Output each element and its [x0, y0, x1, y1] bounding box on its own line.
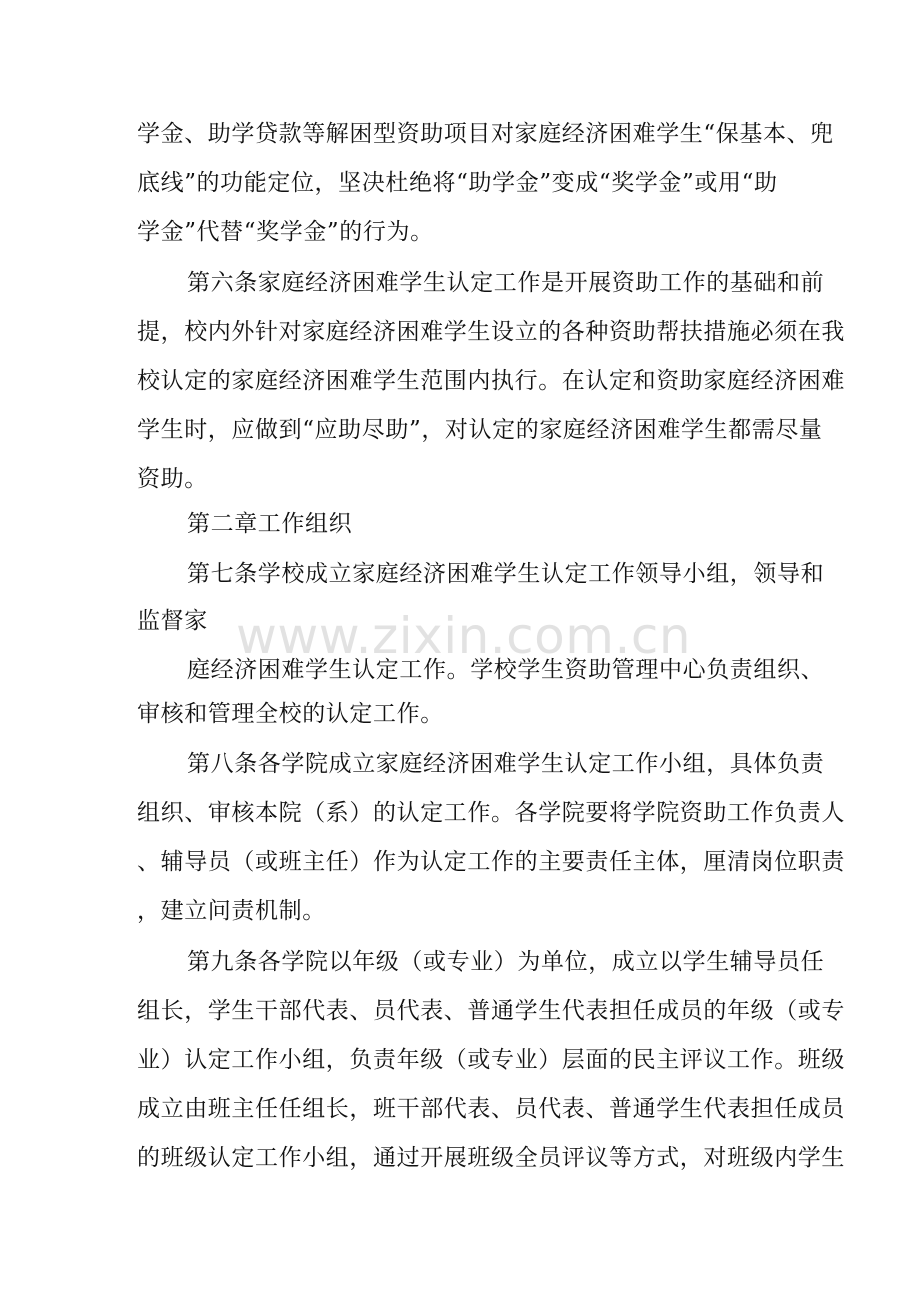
text-line: 底线”的功能定位，坚决杜绝将“助学金”变成“奖学金”或用“助	[137, 170, 778, 196]
text-line: 第九条各学院以年级（或专业）为单位，成立以学生辅导员任	[187, 949, 825, 975]
text-line: 审核和管理全校的认定工作。	[137, 701, 444, 727]
text-line: 资助。	[137, 466, 208, 492]
text-line: 成立由班主任任组长，班干部代表、员代表、普通学生代表担任成员	[137, 1096, 845, 1122]
text-line: ，建立问责机制。	[137, 898, 326, 924]
chapter-heading: 第二章工作组织	[187, 511, 353, 537]
text-line: 校认定的家庭经济困难学生范围内执行。在认定和资助家庭经济困难	[137, 368, 845, 394]
text-line: 、辅导员（或班主任）作为认定工作的主要责任主体，厘清岗位职责	[137, 849, 845, 875]
text-line: 学生时，应做到“应助尽助”，对认定的家庭经济困难学生都需尽量	[137, 417, 823, 443]
text-line: 组长，学生干部代表、员代表、普通学生代表担任成员的年级（或专	[137, 998, 845, 1024]
text-line: 业）认定工作小组，负责年级（或专业）层面的民主评议工作。班级	[137, 1047, 845, 1073]
text-line: 的班级认定工作小组，通过开展班级全员评议等方式，对班级内学生	[137, 1145, 845, 1171]
text-line: 第八条各学院成立家庭经济困难学生认定工作小组，具体负责	[187, 751, 825, 777]
text-line: 第七条学校成立家庭经济困难学生认定工作领导小组，领导和	[187, 561, 825, 587]
text-line: 监督家	[137, 608, 208, 634]
text-line: 学金”代替“奖学金”的行为。	[137, 219, 434, 245]
text-line: 提，校内外针对家庭经济困难学生设立的各种资助帮扶措施必须在我	[137, 319, 845, 345]
text-line: 庭经济困难学生认定工作。学校学生资助管理中心负责组织、	[187, 657, 825, 683]
text-line: 组织、审核本院（系）的认定工作。各学院要将学院资助工作负责人	[137, 800, 845, 826]
text-line: 第六条家庭经济困难学生认定工作是开展资助工作的基础和前	[187, 270, 825, 296]
watermark: www.zixin.com.cn	[236, 607, 692, 665]
text-line: 学金、助学贷款等解困型资助项目对家庭经济困难学生“保基本、兜	[137, 121, 834, 147]
